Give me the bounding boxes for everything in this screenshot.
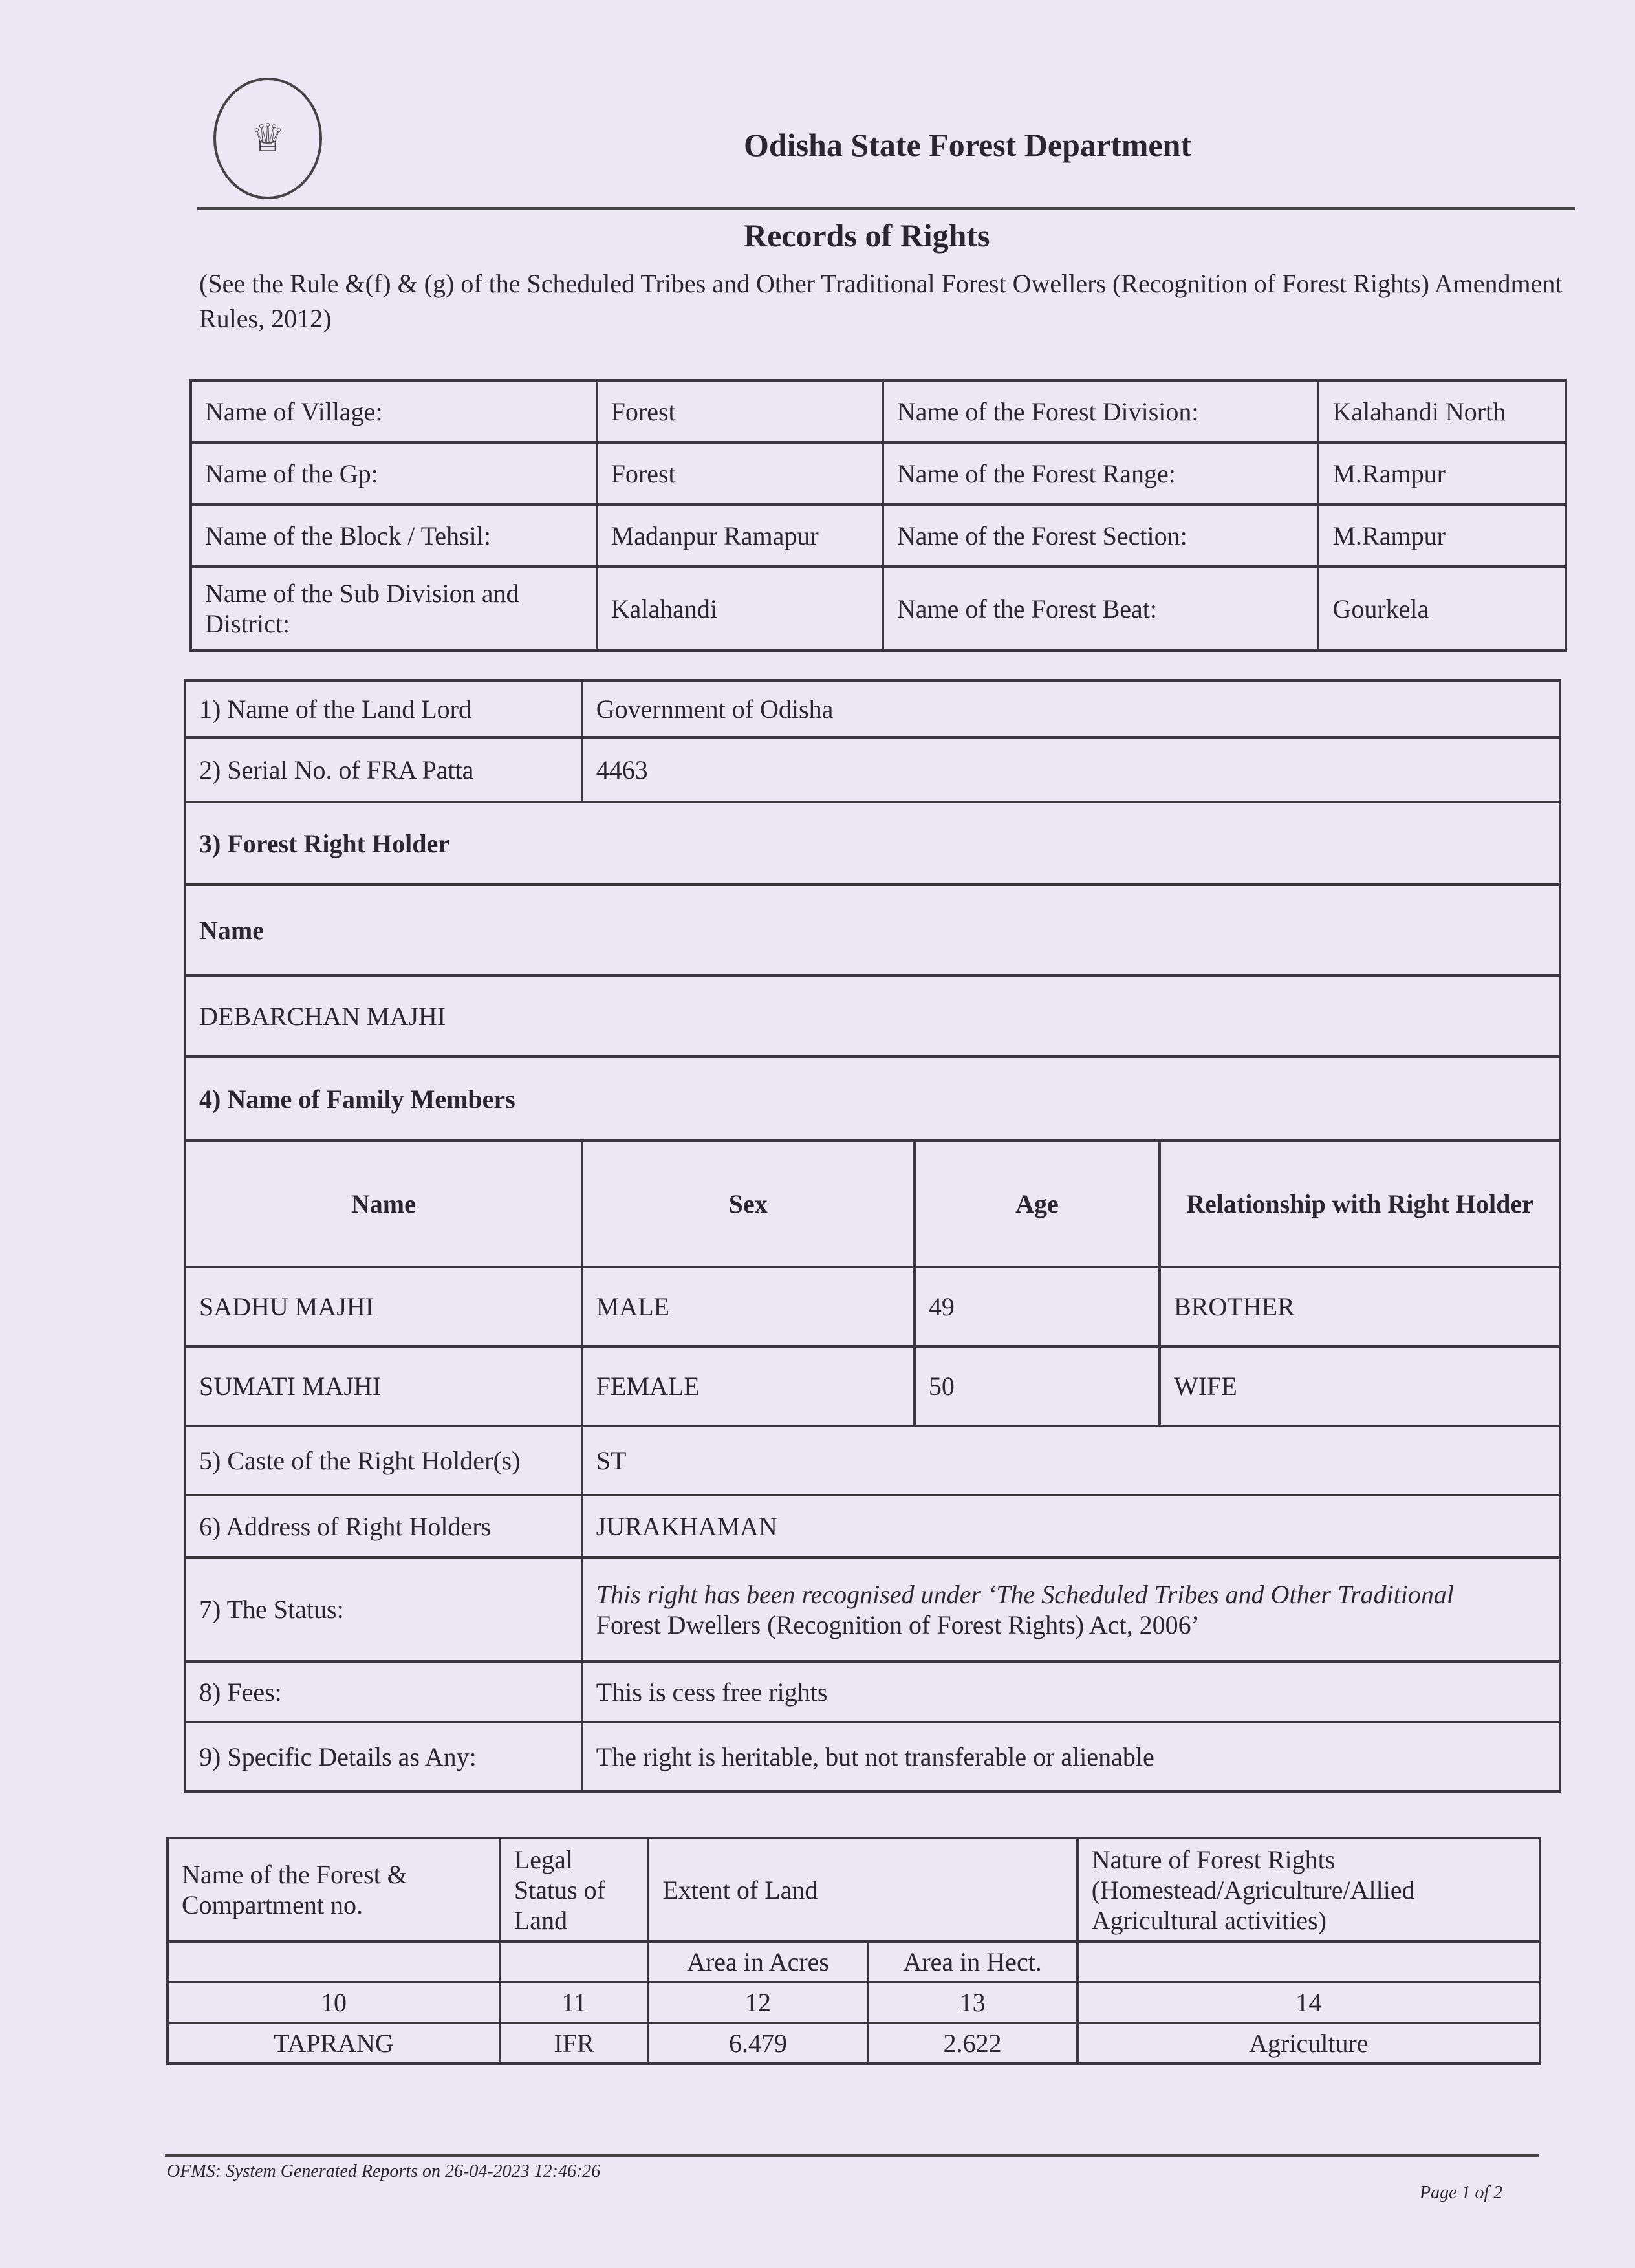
label: 1) Name of the Land Lord [185, 680, 582, 737]
value: Forest [597, 380, 883, 442]
column-header: Name [185, 1141, 582, 1267]
record-table [184, 679, 1561, 1793]
label: Name of the Forest Section: [883, 504, 1319, 567]
status-line: This right has been recognised under ‘The Scheduled Tribes and Other Traditional [596, 1579, 1455, 1609]
cell: SUMATI MAJHI [185, 1346, 582, 1426]
table-subheader [168, 1941, 1540, 1982]
column-header: Area in Hect. [868, 1941, 1077, 1982]
cell: FEMALE [582, 1346, 915, 1426]
table-row [185, 1057, 1560, 1141]
label: Name [185, 885, 1560, 975]
label: 7) The Status: [185, 1557, 582, 1661]
label: Name of Village: [191, 380, 597, 442]
value: Government of Odisha [582, 680, 1560, 737]
table-header [168, 1838, 1540, 1941]
value: JURAKHAMAN [582, 1495, 1560, 1557]
land-table [166, 1837, 1541, 2065]
cell: SADHU MAJHI [185, 1267, 582, 1346]
value: The right is heritable, but not transferable or alienable [582, 1722, 1560, 1791]
label: 6) Address of Right Holders [185, 1495, 582, 1557]
cell: 10 [168, 1982, 500, 2023]
label: Name of the Block / Tehsil: [191, 504, 597, 567]
column-numbers [168, 1982, 1540, 2023]
label: 5) Caste of the Right Holder(s) [185, 1426, 582, 1495]
column-header: Legal Status of Land [500, 1838, 649, 1941]
value: ST [582, 1426, 1560, 1495]
footer-divider [165, 2154, 1539, 2157]
cell: 14 [1077, 1982, 1540, 2023]
label: Name of the Forest Beat: [883, 567, 1319, 651]
section-heading: 3) Forest Right Holder [185, 802, 1560, 885]
section-heading: 4) Name of Family Members [185, 1057, 1560, 1141]
label: Name of the Gp: [191, 442, 597, 504]
label: Name of the Forest Range: [883, 442, 1319, 504]
page-number: Page 1 of 2 [1420, 2183, 1503, 2203]
table-row [185, 1426, 1560, 1495]
value: Madanpur Ramapur [597, 504, 883, 567]
generated-timestamp: OFMS: System Generated Reports on 26-04-2023 12:46:26 [167, 2161, 601, 2181]
table-row [185, 1722, 1560, 1791]
table-header [185, 1141, 1560, 1267]
column-header: Relationship with Right Holder [1160, 1141, 1560, 1267]
value: Gourkela [1318, 567, 1566, 651]
table-row [191, 442, 1566, 504]
cell: 13 [868, 1982, 1077, 2023]
cell: TAPRANG [168, 2023, 500, 2064]
header-divider [197, 207, 1575, 210]
cell: 50 [915, 1346, 1160, 1426]
column-header: Nature of Forest Rights (Homestead/Agriculture/Allied Agricultural activities) [1077, 1838, 1540, 1941]
table-row [185, 1661, 1560, 1722]
column-header: Extent of Land [648, 1838, 1077, 1941]
holder-name: DEBARCHAN MAJHI [185, 975, 1560, 1057]
value: M.Rampur [1318, 504, 1566, 567]
label: 8) Fees: [185, 1661, 582, 1722]
location-table [189, 379, 1567, 652]
table-row [185, 1557, 1560, 1661]
column-header: Sex [582, 1141, 915, 1267]
cell: IFR [500, 2023, 649, 2064]
value: Forest [597, 442, 883, 504]
value: Kalahandi North [1318, 380, 1566, 442]
table-row [185, 885, 1560, 975]
table-row [185, 975, 1560, 1057]
status-line: Forest Dwellers (Recognition of Forest Rights) Act, 2006’ [596, 1610, 1200, 1639]
value: 4463 [582, 737, 1560, 802]
emblem-icon: ♕ [213, 78, 322, 199]
cell: WIFE [1160, 1346, 1560, 1426]
column-header: Area in Acres [648, 1941, 867, 1982]
value: M.Rampur [1318, 442, 1566, 504]
table-row [185, 1495, 1560, 1557]
department-name: Odisha State Forest Department [744, 127, 1192, 163]
cell: Agriculture [1077, 2023, 1540, 2064]
value [582, 1557, 1560, 1661]
subtitle: (See the Rule &(f) & (g) of the Scheduled Tribes and Other Traditional Forest Owellers (Recognition of Forest Rights) Amendment Rules, 2012) [199, 269, 1563, 333]
column-header: Age [915, 1141, 1160, 1267]
value: Kalahandi [597, 567, 883, 651]
label: Name of the Forest Division: [883, 380, 1319, 442]
cell: MALE [582, 1267, 915, 1346]
table-row [191, 504, 1566, 567]
table-row [191, 380, 1566, 442]
table-row [185, 802, 1560, 885]
cell: 49 [915, 1267, 1160, 1346]
table-row [185, 1267, 1560, 1346]
cell: 2.622 [868, 2023, 1077, 2064]
column-header: Name of the Forest & Compartment no. [168, 1838, 500, 1941]
table-row [168, 2023, 1540, 2064]
label: Name of the Sub Division and District: [191, 567, 597, 651]
label: 9) Specific Details as Any: [185, 1722, 582, 1791]
table-row [191, 567, 1566, 651]
label: 2) Serial No. of FRA Patta [185, 737, 582, 802]
cell: BROTHER [1160, 1267, 1560, 1346]
page-title: Records of Rights [744, 217, 990, 254]
table-row [185, 737, 1560, 802]
cell: 12 [648, 1982, 867, 2023]
table-row [185, 680, 1560, 737]
table-row [185, 1346, 1560, 1426]
cell: 6.479 [648, 2023, 867, 2064]
value: This is cess free rights [582, 1661, 1560, 1722]
cell: 11 [500, 1982, 649, 2023]
